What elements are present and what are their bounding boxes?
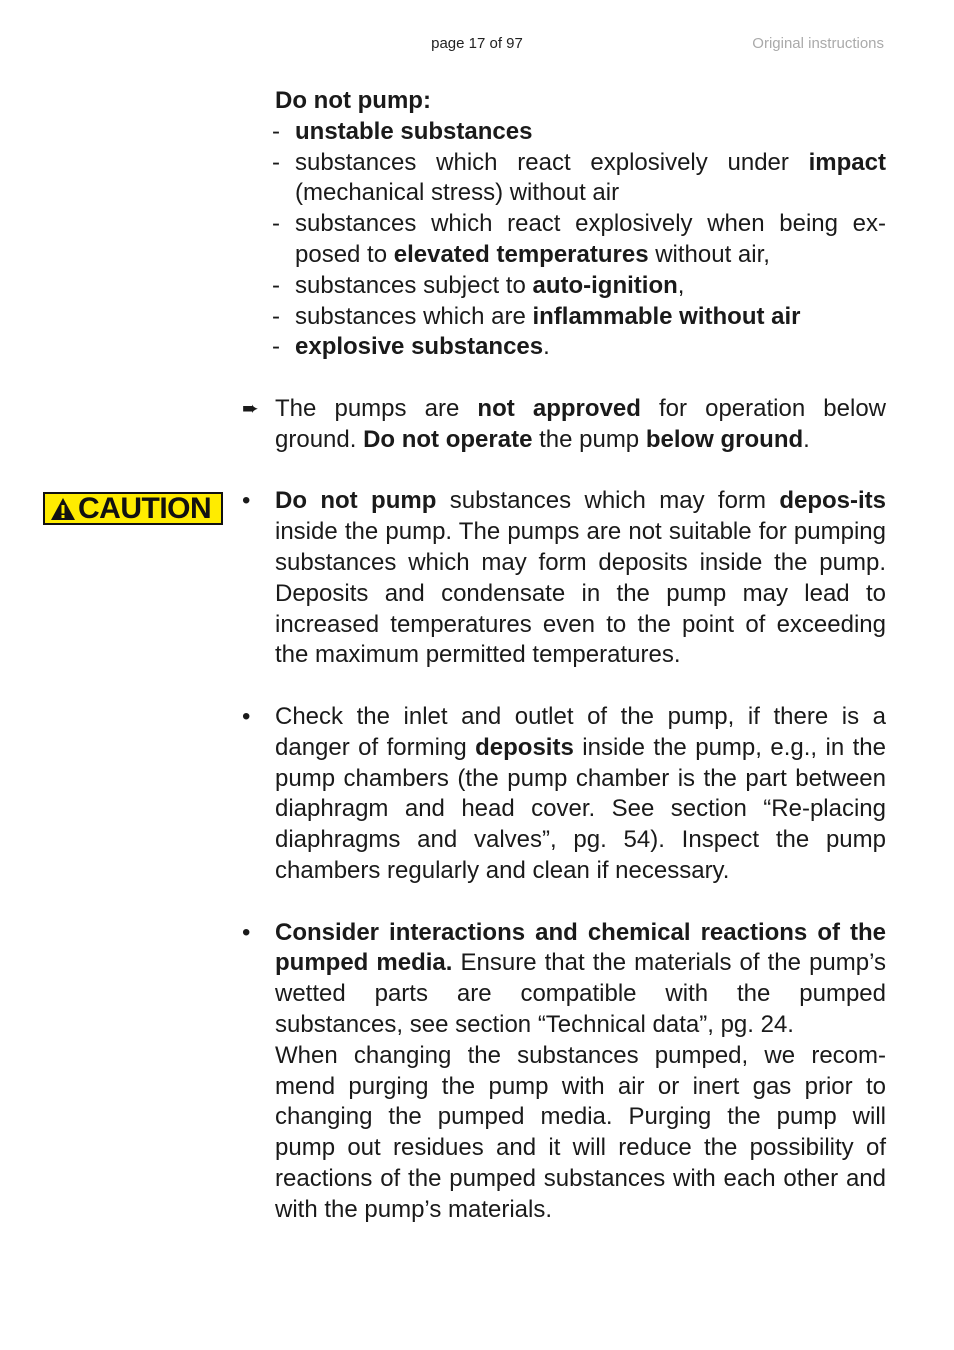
item-bold-text: inflammable without air — [532, 302, 801, 330]
item-text: (mechanical stress) without air — [295, 179, 620, 207]
list-item — [272, 302, 886, 333]
list-item — [272, 332, 886, 363]
bullet-marker: • — [242, 702, 251, 730]
inlet-outlet-check-bullet — [242, 702, 887, 887]
spacer — [275, 363, 886, 394]
note-bold-text: not approved — [477, 394, 641, 422]
item-text: substances which are — [295, 302, 533, 330]
dash-marker: - — [272, 148, 280, 176]
spacer — [275, 887, 886, 918]
note-text: the pump — [532, 425, 646, 453]
item-text: substances subject to — [295, 271, 533, 299]
bullet-marker: • — [242, 487, 251, 515]
note-text: The pumps are — [275, 394, 478, 422]
bullet-bold-text: deposits — [475, 733, 574, 761]
chemical-reactions-bullet — [242, 918, 886, 1041]
bullet-text: inside the pump. The pumps are not suitable for pumping substances which may form deposits inside the pump. Deposits and condensate in the pump may lead to increased temperatures even to the point of exceeding the maximum permitted temperatures. — [275, 518, 886, 669]
below-ground-note — [242, 394, 886, 456]
list-item — [272, 148, 886, 210]
warning-triangle-icon — [50, 497, 76, 521]
page-content — [242, 86, 887, 1225]
caution-text: CAUTION — [78, 491, 212, 525]
item-text: . — [543, 333, 550, 361]
item-text: substances which react explosively when being ex-posed to — [295, 210, 886, 268]
dash-marker: - — [272, 117, 280, 145]
item-text: , — [677, 271, 685, 299]
note-text: for operation below ground. — [275, 394, 886, 453]
note-text: . — [803, 425, 810, 453]
item-bold-text: elevated temperatures — [393, 240, 649, 268]
item-bold-text: explosive substances — [295, 333, 544, 361]
deposits-warning-bullet — [242, 486, 886, 671]
purging-paragraph: When changing the substances pumped, we recom-mend purging the pump with air or inert gas prior to changing the pumped media. Purging the pump will pump out residues and it will reduce the possibility of reactions of the pumped substances with each other and with the pump’s materials. — [275, 1041, 886, 1223]
document-label: Original instructions — [752, 35, 884, 52]
do-not-pump-heading: Do not pump: — [275, 87, 431, 114]
bullet-bold-text: depos-its — [779, 487, 886, 515]
dash-marker: - — [272, 302, 280, 330]
list-item — [272, 209, 886, 271]
spacer — [275, 456, 886, 487]
item-text: without air, — [648, 240, 770, 268]
bullet-bold-text: Do not pump — [275, 487, 437, 515]
right-arrow-icon: ➨ — [242, 397, 259, 420]
dash-marker: - — [272, 271, 280, 299]
bullet-text: substances which may form — [436, 487, 780, 515]
note-bold-text: below ground — [645, 425, 804, 453]
dash-marker: - — [272, 210, 280, 238]
list-item — [272, 117, 886, 148]
dash-marker: - — [272, 333, 280, 361]
page-number: page 17 of 97 — [431, 35, 523, 52]
spacer — [275, 671, 886, 702]
list-item — [272, 271, 886, 302]
item-bold-text: impact — [808, 148, 886, 176]
bullet-marker: • — [242, 918, 251, 946]
note-bold-text: Do not operate — [363, 425, 533, 453]
item-bold-text: unstable substances — [295, 117, 533, 145]
bullet-text: inside the pump, e.g., in the pump chambers (the pump chamber is the part between diaphragm and head cover. See section “Re-placing diaphragms and valves”, pg. 54). Inspect the pump chambers regularly and clean if necessary. — [275, 733, 887, 884]
bullet-bold-text: Consider interactions and chemical reactions of the pumped media. — [275, 918, 886, 977]
bullet-text: Check the inlet and outlet of the pump, if there is a danger of forming — [275, 702, 886, 761]
caution-label — [43, 492, 223, 525]
bullet-text: Ensure that the materials of the pump’s wetted parts are compatible with the pumped substances, see section “Technical data”, pg. 24. — [275, 949, 886, 1038]
item-text: substances which react explosively under — [295, 148, 809, 176]
item-bold-text: auto-ignition — [532, 271, 678, 299]
do-not-pump-list — [272, 117, 886, 363]
